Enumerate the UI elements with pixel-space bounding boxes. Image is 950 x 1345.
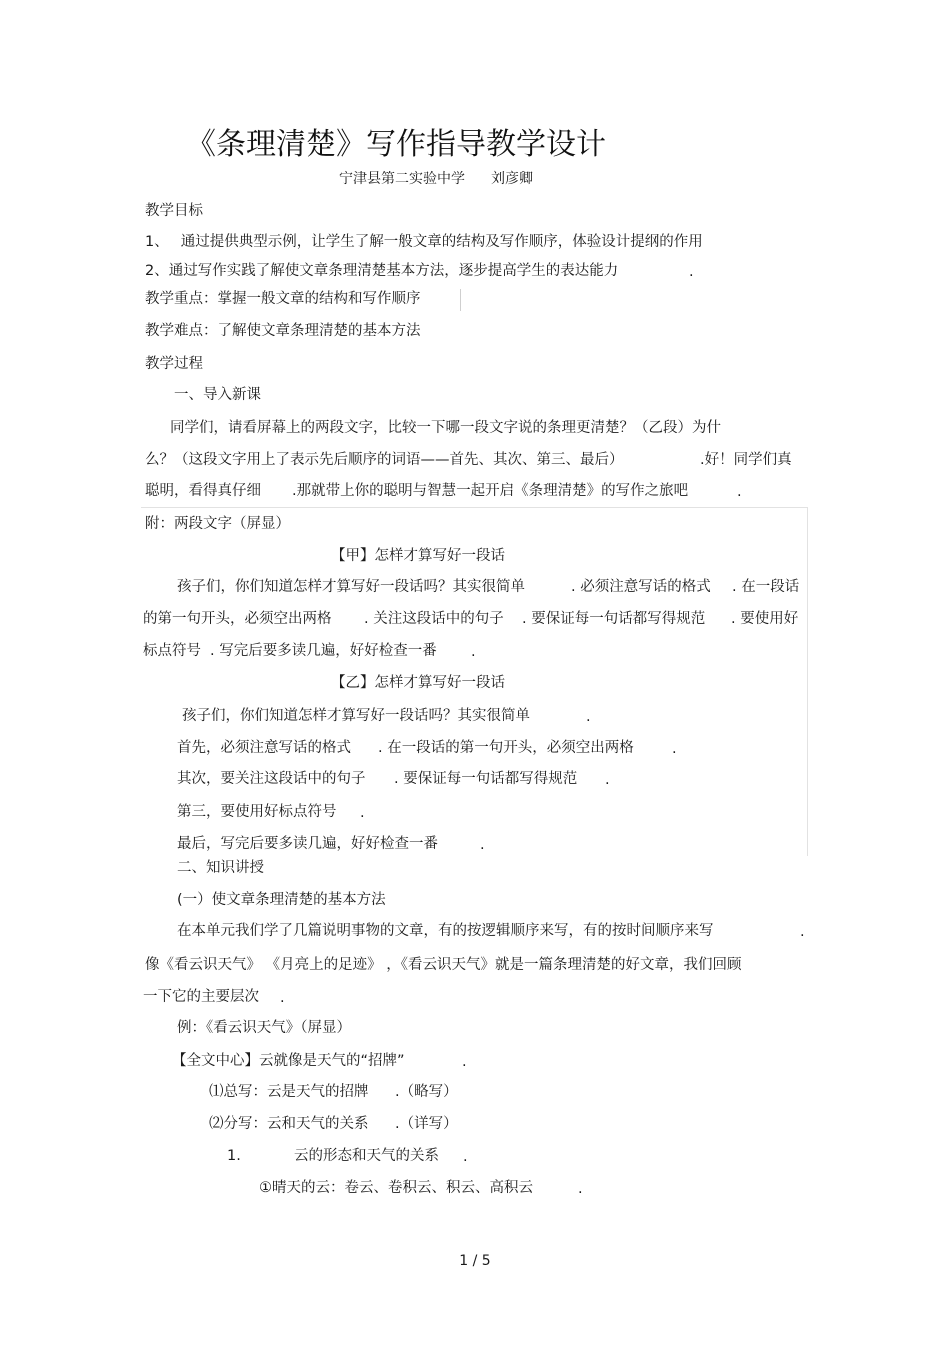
passage-yi-line-3a: 其次，要关注这段话中的句子 <box>177 771 366 787</box>
key-point: 教学重点：掌握一般文章的结构和写作顺序 <box>145 291 421 307</box>
example-label: 例：《看云识天气》（屏显） <box>177 1020 351 1036</box>
period-mark: . <box>737 484 742 500</box>
objective-2: 2、通过写作实践了解使文章条理清楚基本方法，逐步提高学生的表达能力 <box>145 263 619 279</box>
period-mark: . <box>578 1181 583 1197</box>
period-mark: . <box>800 924 805 940</box>
school-name: 宁津县第二实验中学 <box>339 171 465 187</box>
central-idea: 【全文中心】云就像是天气的“招牌” <box>172 1053 405 1069</box>
author-name: 刘彦卿 <box>491 171 533 187</box>
passage-jia-title: 【甲】怎样才算写好一段话 <box>331 548 505 564</box>
intro-line-1: 同学们，请看屏幕上的两段文字，比较一下哪一段文字说的条理更清楚？（乙段）为什 <box>170 420 721 436</box>
appendix-label: 附：两段文字（屏显） <box>145 516 290 532</box>
passage-yi-line-5: 最后，写完后要多读几遍，好好检查一番 <box>177 836 438 852</box>
objective-1 <box>145 235 703 250</box>
intro-line-2b: .好！同学们真 <box>700 452 792 468</box>
passage-yi-line-1: 孩子们，你们知道怎样才算写好一段话吗？其实很简单 <box>182 708 530 724</box>
passage-yi-line-4: 第三，要使用好标点符号 <box>177 804 337 820</box>
passage-yi-line-3b: . 要保证每一句话都写得规范 <box>394 771 578 787</box>
outline-item-3-text: 云的形态和天气的关系 <box>294 1148 439 1164</box>
period-mark: . <box>463 1149 468 1165</box>
passage-jia-line-2c: . 要保证每一句话都写得规范 <box>522 611 706 627</box>
passage-jia-line-3a: 标点符号 <box>143 643 201 659</box>
paragraph-line-1: 在本单元我们学了几篇说明事物的文章，有的按逻辑顺序来写，有的按时间顺序来写 <box>177 923 714 939</box>
period-mark: . <box>462 1054 467 1070</box>
period-mark: . <box>672 741 677 757</box>
byline <box>339 172 533 186</box>
passage-yi-line-2b: . 在一段话的第一句开头，必须空出两格 <box>378 740 634 756</box>
passage-yi-line-2a: 首先，必须注意写话的格式 <box>177 740 351 756</box>
intro-line-3a: 聪明，看得真仔细 <box>145 483 261 499</box>
passage-jia-line-1b: . 必须注意写话的格式 <box>571 579 711 595</box>
period-mark: . <box>360 805 365 821</box>
outline-item-2b: .（详写） <box>395 1116 458 1132</box>
passage-jia-line-1c: . 在一段话 <box>732 579 800 595</box>
paragraph-line-3: 一下它的主要层次 <box>143 989 259 1005</box>
period-mark: . <box>586 709 591 725</box>
passage-jia-line-3b: . 写完后要多读几遍，好好检查一番 <box>210 643 437 659</box>
outline-item-1a: ⑴总写：云是天气的招牌 <box>209 1084 369 1100</box>
outline-item-4: ①晴天的云：卷云、卷积云、积云、高积云 <box>259 1180 533 1196</box>
outline-item-2a: ⑵分写：云和天气的关系 <box>209 1116 369 1132</box>
objective-1-text: 通过提供典型示例，让学生了解一般文章的结构及写作顺序，体验设计提纲的作用 <box>180 234 703 250</box>
passage-jia-line-1a: 孩子们，你们知道怎样才算写好一段话吗？其实很简单 <box>177 579 525 595</box>
passage-jia-line-2b: . 关注这段话中的句子 <box>364 611 504 627</box>
divider-line <box>460 289 461 311</box>
paragraph-line-2: 像《看云识天气》 《月亮上的足迹》 ，《看云识天气》就是一篇条理清楚的好文章，我们回顾 <box>145 957 742 973</box>
period-mark: . <box>471 644 476 660</box>
page-number: 1 / 5 <box>459 1253 491 1269</box>
period-mark: . <box>280 990 285 1006</box>
intro-line-2a: 么？（这段文字用上了表示先后顺序的词语——首先、其次、第三、最后） <box>145 452 624 468</box>
period-mark: . <box>605 772 610 788</box>
page-title: 《条理清楚》写作指导教学设计 <box>186 127 606 162</box>
process-heading: 教学过程 <box>145 356 203 372</box>
passage-jia-line-2a: 的第一句开头，必须空出两格 <box>143 611 332 627</box>
period-mark: . <box>480 837 485 853</box>
objective-1-number: 1、 <box>145 234 169 250</box>
section-heading-knowledge: 二、知识讲授 <box>177 860 264 876</box>
passage-yi-title: 【乙】怎样才算写好一段话 <box>331 675 505 691</box>
objectives-heading: 教学目标 <box>145 203 203 219</box>
subsection-heading: (一）使文章条理清楚的基本方法 <box>177 892 386 908</box>
period-mark: . <box>689 264 694 280</box>
difficulty: 教学难点：了解使文章条理清楚的基本方法 <box>145 323 421 339</box>
outline-item-3-number: 1. <box>227 1148 241 1164</box>
section-heading-intro: 一、导入新课 <box>174 387 261 403</box>
outline-item-1b: .（略写） <box>395 1084 458 1100</box>
intro-line-3b: .那就带上你的聪明与智慧一起开启《条理清楚》的写作之旅吧 <box>292 483 689 499</box>
passage-jia-line-2d: . 要使用好 <box>731 611 799 627</box>
